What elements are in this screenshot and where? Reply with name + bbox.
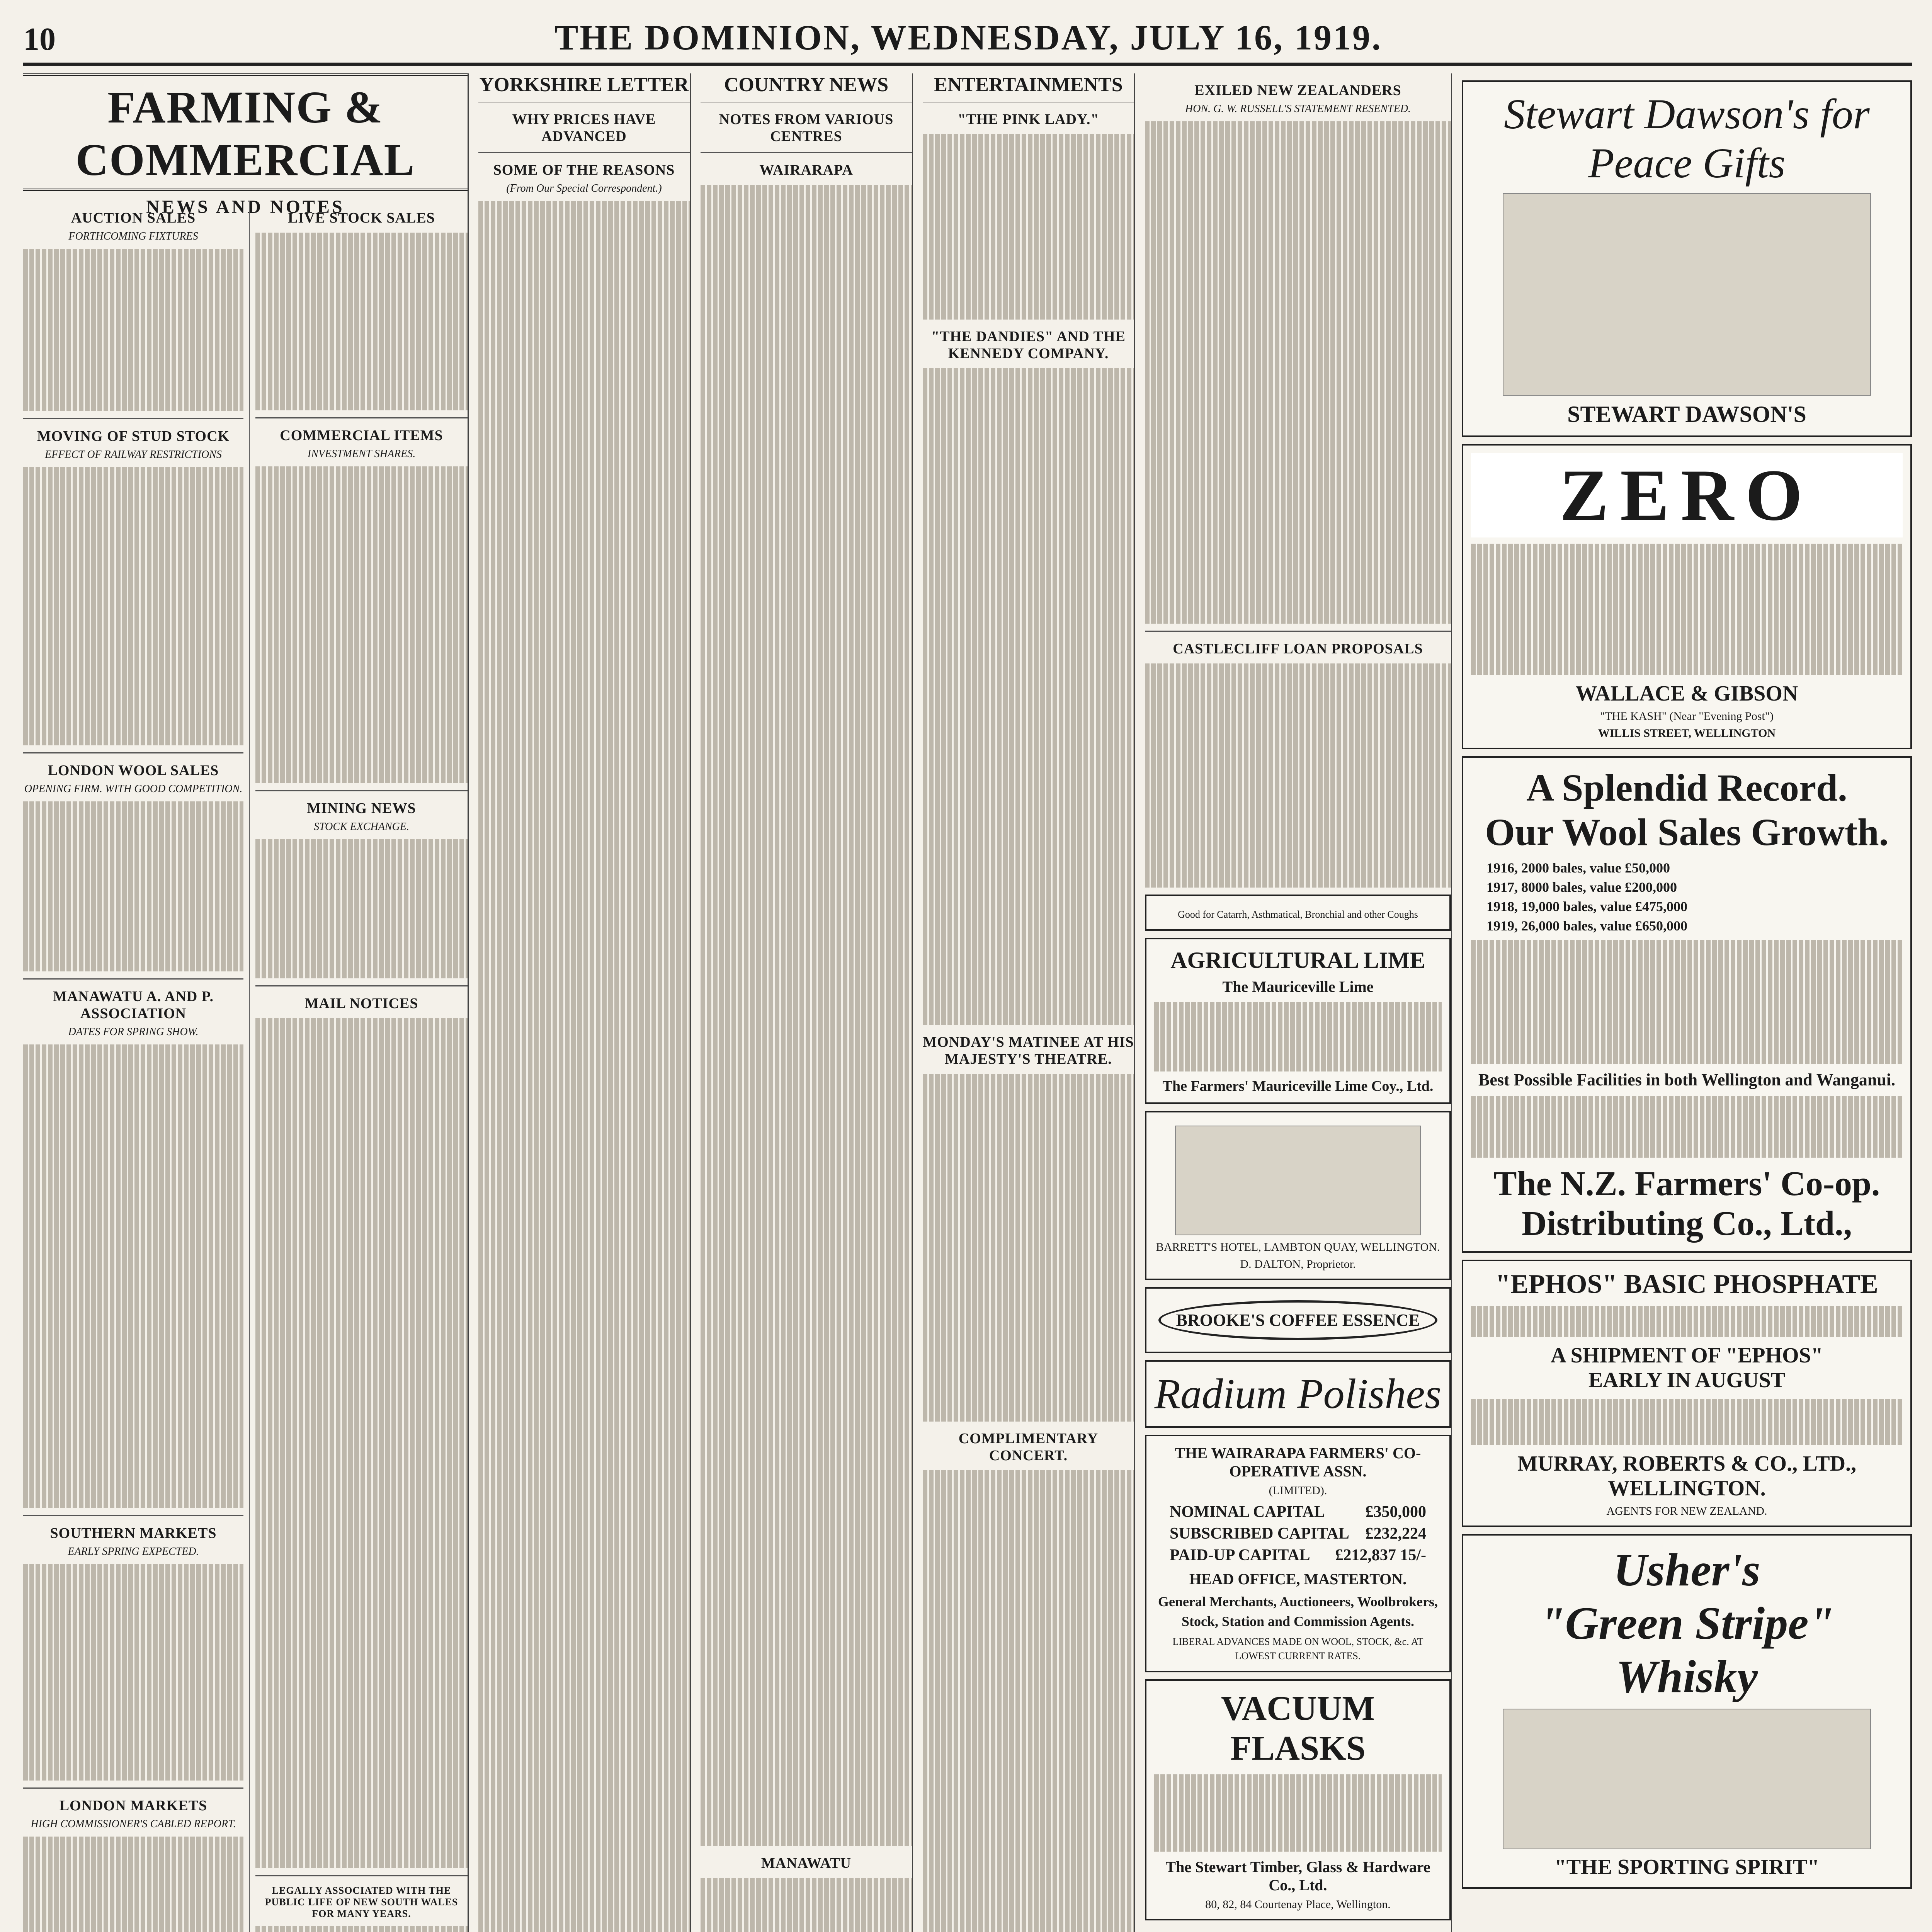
article-text (23, 1044, 243, 1508)
ad-brookes: BROOKE'S COFFEE ESSENCE (1145, 1287, 1451, 1353)
article-text (255, 1926, 468, 1932)
heading-mail-notices: MAIL NOTICES (304, 995, 418, 1012)
heading-exiled: EXILED NEW ZEALANDERS (1194, 82, 1401, 99)
heading-mining-news: MINING NEWS (307, 800, 416, 816)
subheading: EFFECT OF RAILWAY RESTRICTIONS (45, 449, 222, 461)
subheading: STOCK EXCHANGE. (314, 821, 409, 833)
article-text (478, 201, 690, 1932)
column-farming-commercial (23, 73, 468, 1932)
section-banner: FARMING & COMMERCIAL (23, 73, 468, 191)
article-text (23, 801, 243, 971)
subheading: HIGH COMMISSIONER'S CABLED REPORT. (31, 1818, 236, 1830)
heading-pink-lady: "THE PINK LADY." (957, 111, 1099, 128)
farming-left-column (23, 201, 243, 1932)
article-text (23, 467, 243, 745)
heading-auction-sales: AUCTION SALES (71, 210, 196, 226)
column-header: COUNTRY NEWS (701, 73, 912, 102)
growth-row: 1919, 26,000 bales, value £650,000 (1486, 918, 1688, 934)
article-text (923, 368, 1134, 1025)
column-yorkshire-letter (468, 73, 690, 1932)
article-text (701, 185, 912, 1846)
article-text (23, 1837, 243, 1932)
column-news-ads (1134, 73, 1451, 1932)
growth-row: 1917, 8000 bales, value £200,000 (1486, 879, 1677, 895)
heading-matinee: MONDAY'S MATINEE AT HIS MAJESTY'S THEATRE. (923, 1034, 1134, 1067)
heading-concert: COMPLIMENTARY CONCERT. (958, 1430, 1099, 1464)
heading-reasons: SOME OF THE REASONS (493, 162, 675, 178)
ad-wairarapa-farmers: THE WAIRARAPA FARMERS' CO-OPERATIVE ASSN. (LIMITED). NOMINAL CAPITAL £350,000 SUBSCRIBED CAPITAL £232,224 PAID-UP CAPITAL £212,837 15/- HEAD OFFICE, MASTERTON. General Merchants, Auctioneers, Woolbrokers, Stock, Station and Commission Agents. LIBERAL ADVANCES MADE ON WOOL, STOCK, &c. AT LOWEST CURRENT RATES. (1145, 1435, 1451, 1672)
ad-wool-sales-growth: A Splendid Record. Our Wool Sales Growth. 1916, 2000 bales, value £50,000 1917, 8000 bales, value £200,000 1918, 19,000 bales, value £475,000 1919, 26,000 bales, value £650,000 Best Possible Facilities in both Wellington and Wanganui. The N.Z. Farmers' Co-op. Distributing Co., Ltd., (1462, 756, 1912, 1253)
article-text (923, 134, 1134, 320)
heading-legal-ad: LEGALLY ASSOCIATED WITH THE PUBLIC LIFE OF NEW SOUTH WALES FOR MANY YEARS. (265, 1885, 458, 1919)
subheading: INVESTMENT SHARES. (307, 448, 416, 460)
ad-cough-remedy: Good for Catarrh, Asthmatical, Bronchial and other Coughs (1145, 895, 1451, 931)
article-text (23, 1564, 243, 1781)
subheading: EARLY SPRING EXPECTED. (68, 1546, 199, 1558)
bottle-illustration (1503, 1709, 1871, 1849)
heading-london-markets: LONDON MARKETS (59, 1798, 207, 1814)
heading-manawatu: MANAWATU (761, 1855, 852, 1871)
subheading: DATES FOR SPRING SHOW. (68, 1026, 199, 1038)
subheading: OPENING FIRM. WITH GOOD COMPETITION. (24, 783, 243, 795)
article-text (255, 1018, 468, 1868)
column-entertainments (912, 73, 1134, 1932)
article-text (923, 1074, 1134, 1422)
masthead-title: THE DOMINION, WEDNESDAY, JULY 16, 1919. (554, 18, 1383, 57)
subheading: NOTES FROM VARIOUS CENTRES (719, 111, 894, 145)
ad-ephos: "EPHOS" BASIC PHOSPHATE A SHIPMENT OF "EPHOS" EARLY IN AUGUST MURRAY, ROBERTS & CO., LTD., WELLINGTON. AGENTS FOR NEW ZEALAND. (1462, 1260, 1912, 1527)
heading-manawatu-association: MANAWATU A. AND P. ASSOCIATION (53, 988, 214, 1022)
article-text (255, 839, 468, 978)
heading-southern-markets: SOUTHERN MARKETS (50, 1525, 217, 1541)
farming-right-column (249, 201, 468, 1932)
ad-vacuum-flasks: VACUUM FLASKS The Stewart Timber, Glass & Hardware Co., Ltd. 80, 82, 84 Courtenay Place, Wellington. (1145, 1679, 1451, 1920)
growth-row: 1918, 19,000 bales, value £475,000 (1486, 899, 1688, 914)
column-header: YORKSHIRE LETTER (478, 73, 690, 102)
byline: (From Our Special Correspondent.) (506, 182, 662, 194)
hotel-illustration (1175, 1126, 1421, 1235)
ad-stewart-dawsons: Stewart Dawson's for Peace Gifts STEWART DAWSON'S (1462, 80, 1912, 437)
capital-table (1170, 1503, 1426, 1565)
heading-live-stock: LIVE STOCK SALES (288, 210, 435, 226)
section-banner-sub: NEWS AND NOTES (146, 197, 345, 217)
column-advertisements (1451, 73, 1912, 1932)
column-header: ENTERTAINMENTS (923, 73, 1134, 102)
illustration (1503, 193, 1871, 396)
ad-barretts-hotel: BARRETT'S HOTEL, LAMBTON QUAY, WELLINGTON. D. DALTON, Proprietor. (1145, 1111, 1451, 1280)
column-country-news (690, 73, 912, 1932)
subheading: HON. G. W. RUSSELL'S STATEMENT RESENTED. (1185, 103, 1411, 115)
heading-london-wool: LONDON WOOL SALES (48, 762, 219, 779)
share-table (255, 466, 468, 783)
article-text (701, 1878, 912, 1932)
heading-dandies: "THE DANDIES" AND THE KENNEDY COMPANY. (931, 328, 1126, 362)
page-number: 10 (23, 21, 56, 57)
masthead (23, 15, 1912, 66)
article-text (1145, 121, 1451, 624)
heading-castlecliff: CASTLECLIFF LOAN PROPOSALS (1173, 641, 1423, 657)
capital-row: SUBSCRIBED CAPITAL £232,224 (1170, 1525, 1426, 1543)
article-text (923, 1470, 1134, 1932)
heading-commercial-items: COMMERCIAL ITEMS (280, 427, 443, 444)
capital-row: NOMINAL CAPITAL £350,000 (1170, 1503, 1426, 1521)
ad-zero: ZERO WALLACE & GIBSON "THE KASH" (Near "Evening Post") WILLIS STREET, WELLINGTON (1462, 444, 1912, 749)
columns (23, 73, 1912, 1932)
ad-radium-polishes: Radium Polishes (1145, 1360, 1451, 1428)
article-text (255, 233, 468, 410)
subheading: FORTHCOMING FIXTURES (68, 230, 198, 242)
subheading: WHY PRICES HAVE ADVANCED (512, 111, 656, 145)
capital-row: PAID-UP CAPITAL £212,837 15/- (1170, 1546, 1426, 1565)
article-text (1145, 663, 1451, 888)
ad-agricultural-lime: AGRICULTURAL LIME The Mauriceville Lime The Farmers' Mauriceville Lime Coy., Ltd. (1145, 938, 1451, 1104)
ad-ushers-whisky: Usher's "Green Stripe" Whisky "THE SPORTING SPIRIT" (1462, 1534, 1912, 1889)
heading-stud-stock: MOVING OF STUD STOCK (37, 428, 230, 444)
growth-table (1486, 860, 1887, 934)
article-text (23, 249, 243, 411)
growth-row: 1916, 2000 bales, value £50,000 (1486, 860, 1670, 876)
heading-wairarapa: WAIRARAPA (759, 162, 853, 178)
